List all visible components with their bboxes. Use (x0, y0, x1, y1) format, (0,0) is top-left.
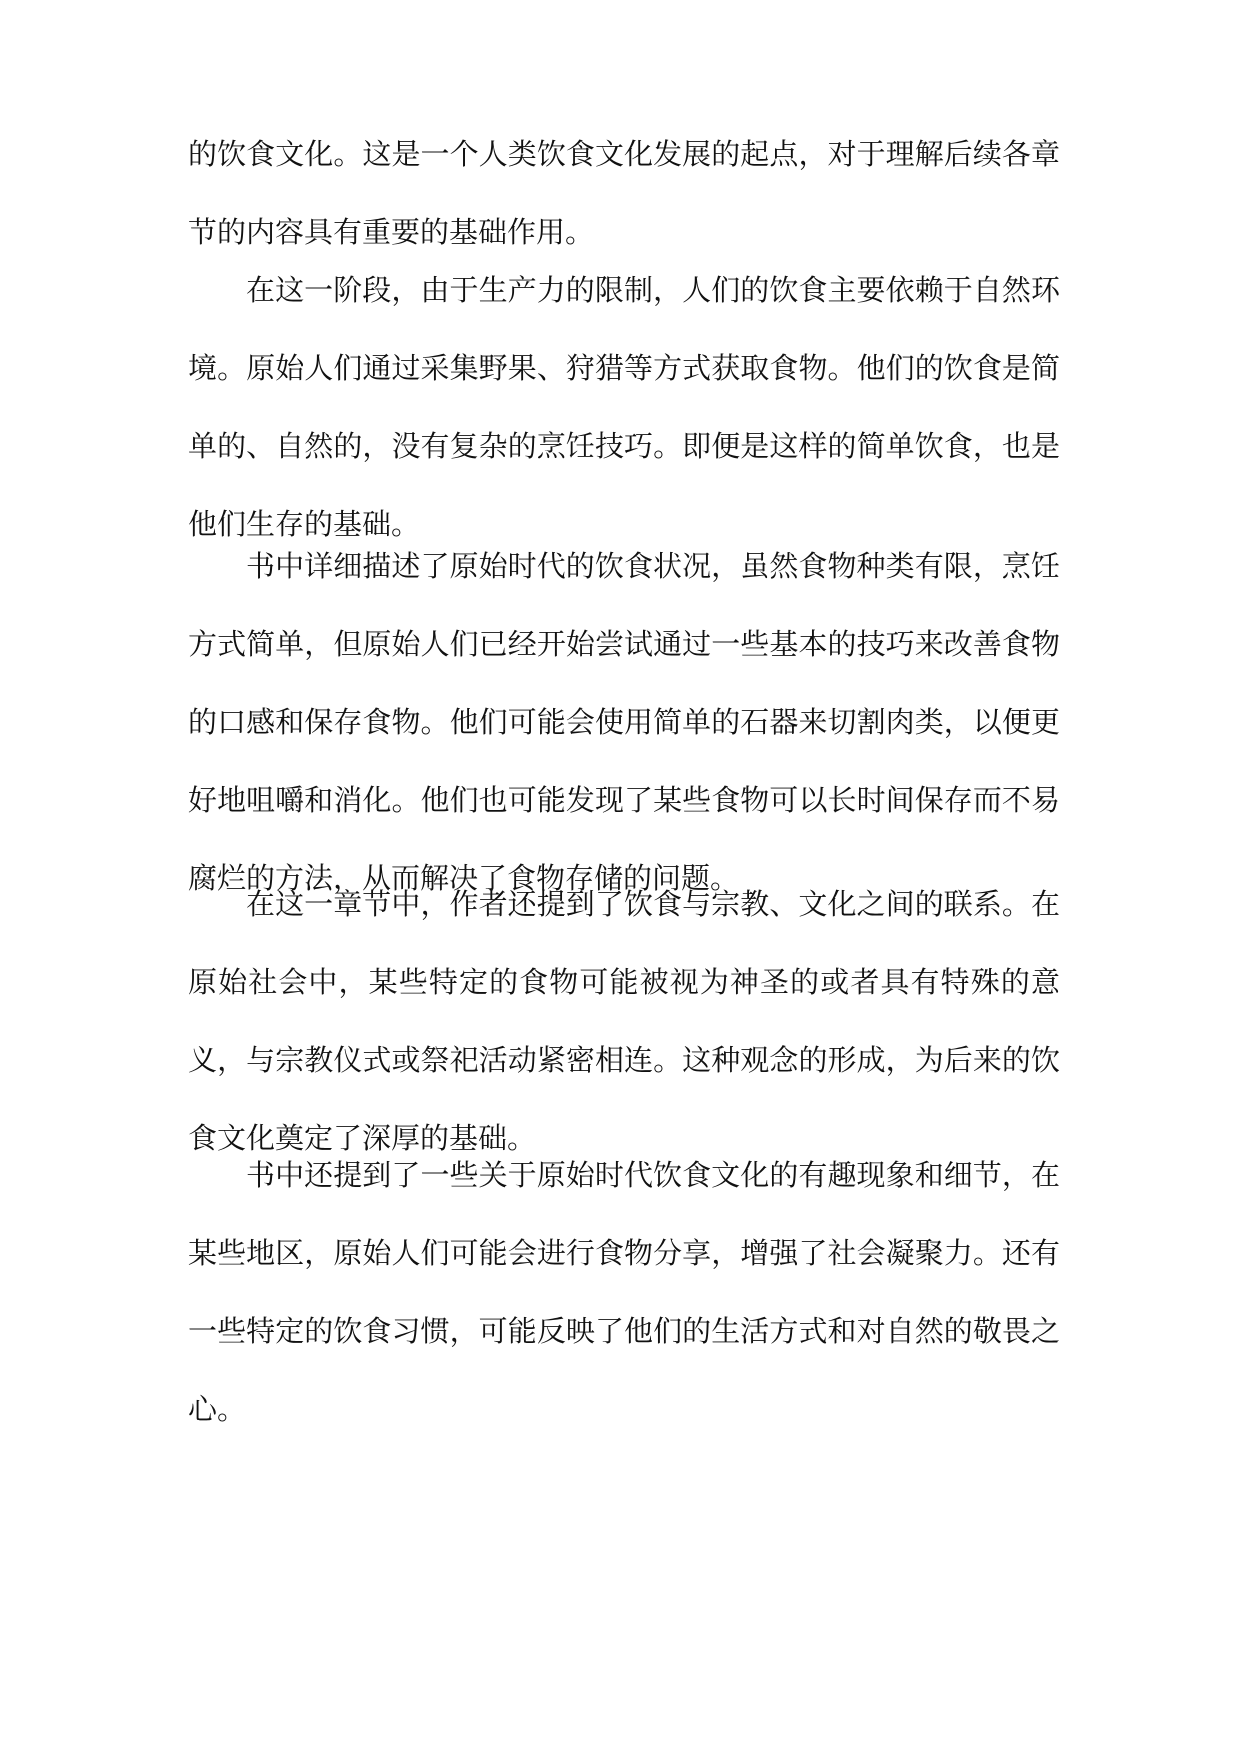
paragraph-primitive-diet-techniques: 书中详细描述了原始时代的饮食状况，虽然食物种类有限，烹饪方式简单，但原始人们已经开始尝试通过一些基本的技巧来改善食物的口感和保存食物。他们可能会使用简单的石器来切割肉类，以便更好地咀嚼和消化。他们也可能发现了某些食物可以长时间保存而不易腐烂的方法，从而解决了食物存储的问题。 (188, 549, 1060, 895)
paragraph-food-religion-culture: 在这一章节中，作者还提到了饮食与宗教、文化之间的联系。在原始社会中，某些特定的食物可能被视为神圣的或者具有特殊的意义，与宗教仪式或祭祀活动紧密相连。这种观念的形成，为后来的饮食文化奠定了深厚的基础。 (188, 887, 1060, 1155)
paragraph-continuation: 的饮食文化。这是一个人类饮食文化发展的起点，对于理解后续各章节的内容具有重要的基础作用。 (188, 137, 1060, 249)
document-page (188, 0, 1060, 1754)
paragraph-interesting-phenomena: 书中还提到了一些关于原始时代饮食文化的有趣现象和细节，在某些地区，原始人们可能会进行食物分享，增强了社会凝聚力。还有一些特定的饮食习惯，可能反映了他们的生活方式和对自然的敬畏之心。 (188, 1158, 1060, 1426)
paragraph-food-dependence-on-nature: 在这一阶段，由于生产力的限制，人们的饮食主要依赖于自然环境。原始人们通过采集野果、狩猎等方式获取食物。他们的饮食是简单的、自然的，没有复杂的烹饪技巧。即便是这样的简单饮食，也是他们生存的基础。 (188, 273, 1060, 541)
